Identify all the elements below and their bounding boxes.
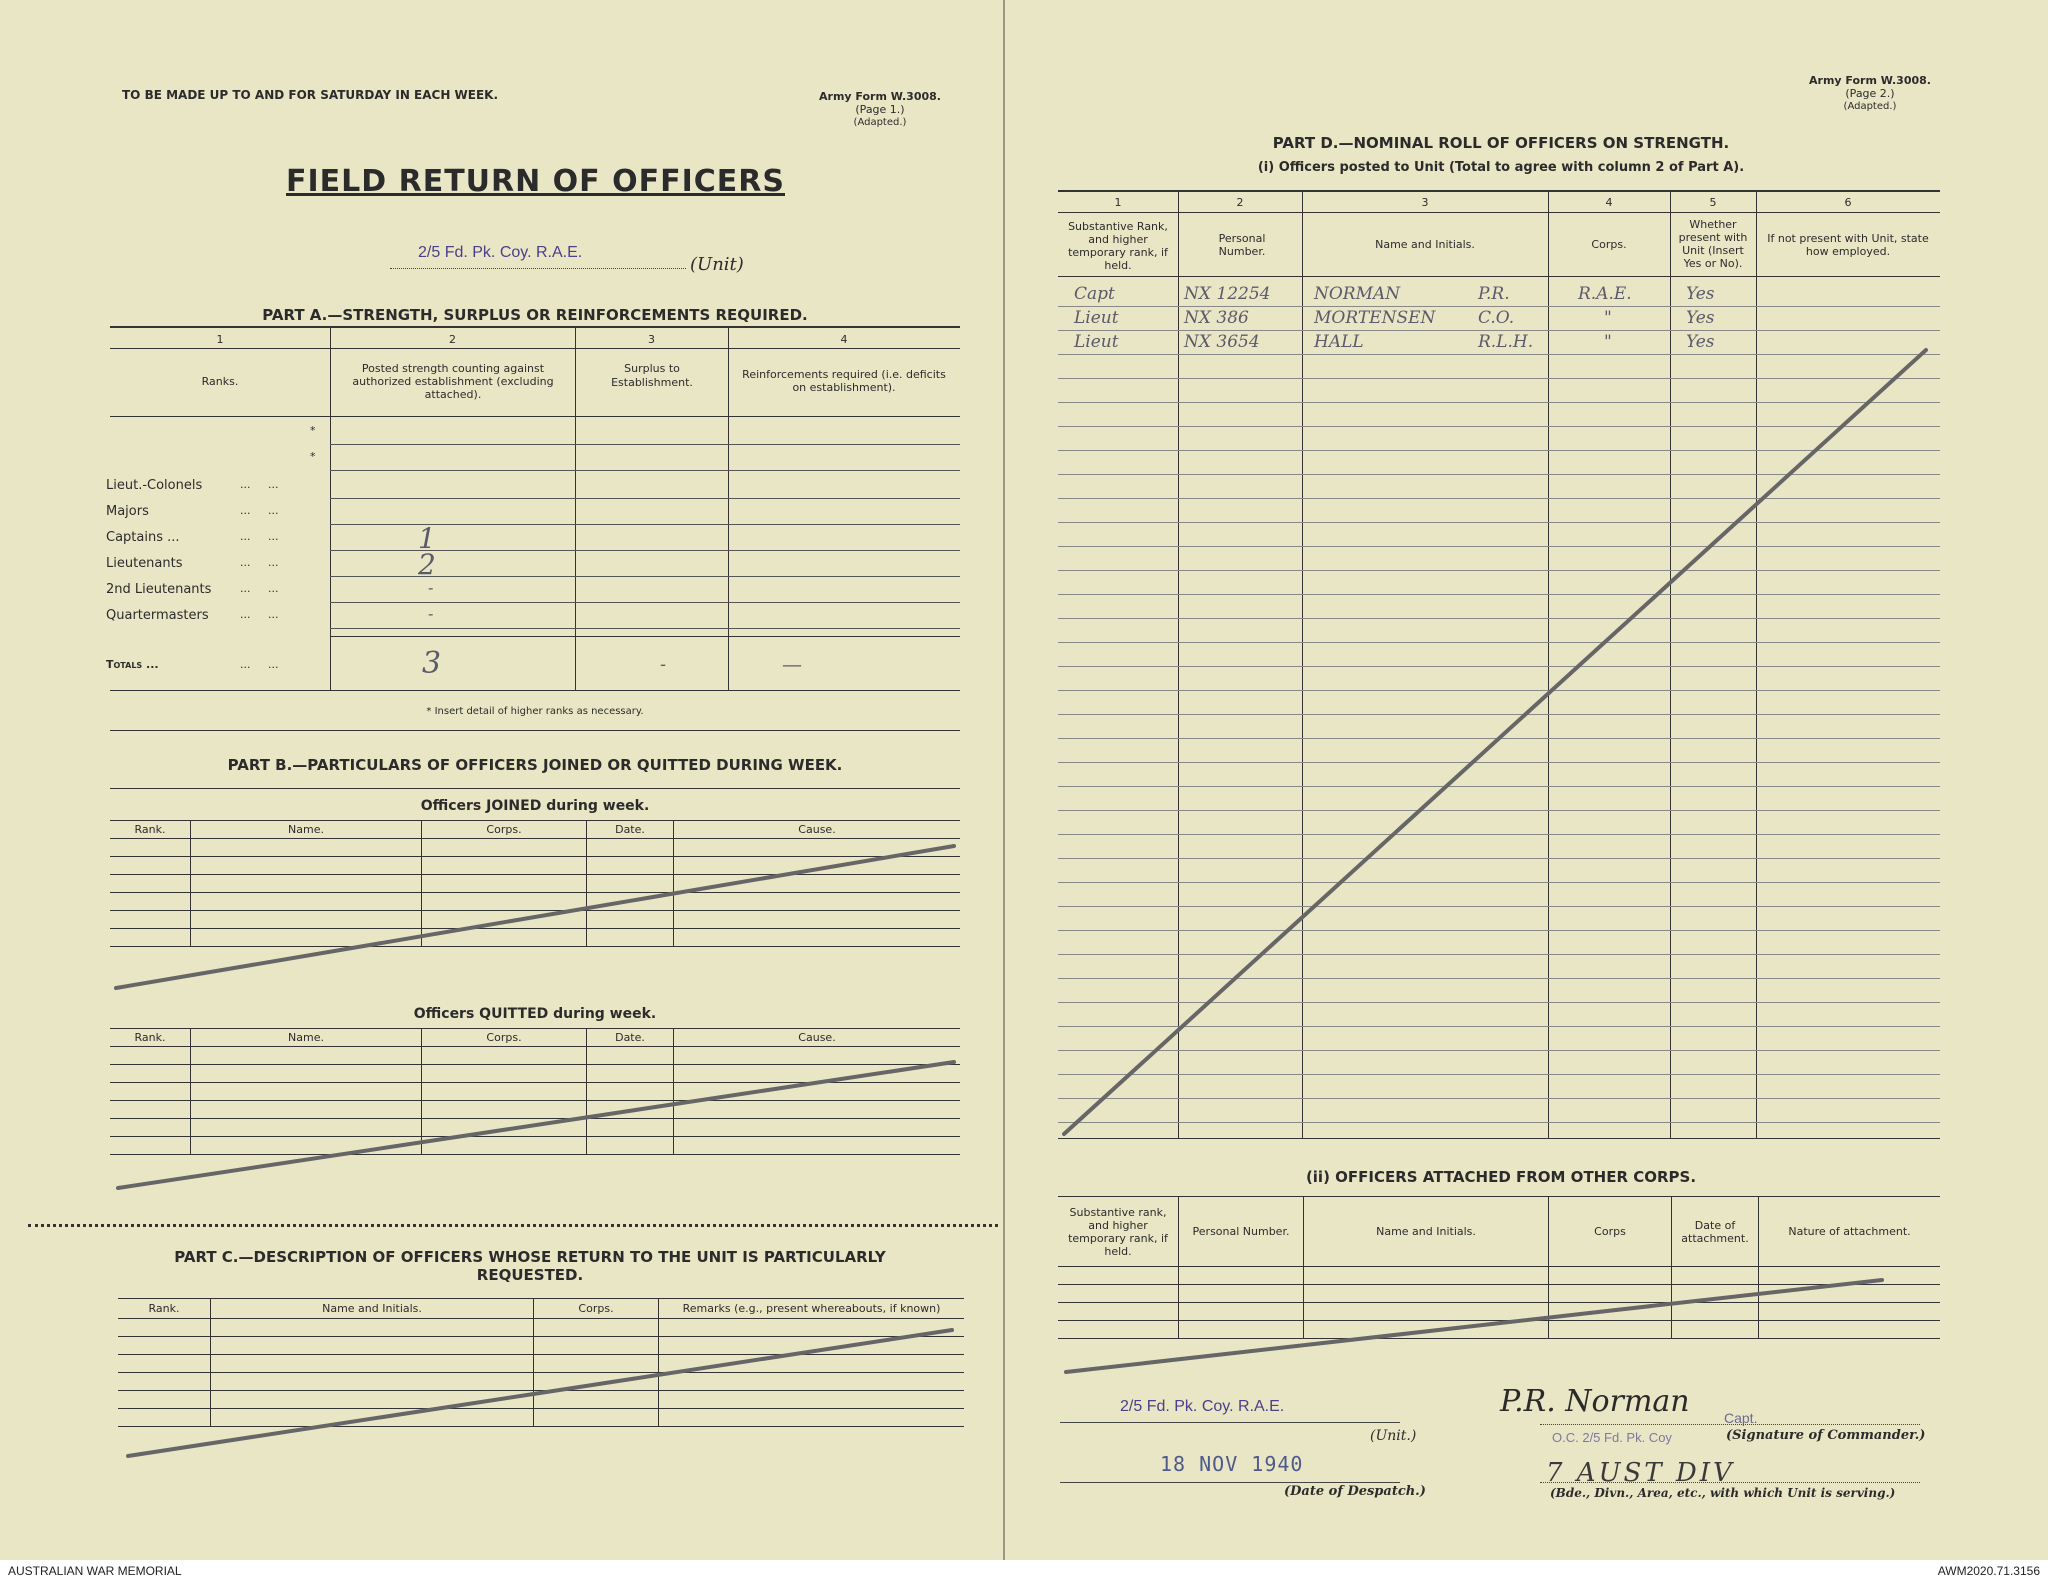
part-a-header-surplus: Surplus to Establishment.	[611, 362, 693, 389]
rank-label: 2nd Lieutenants	[106, 582, 212, 597]
col-header: Remarks (e.g., present whereabouts, if known)	[659, 1299, 965, 1319]
col-header: Cause.	[674, 1029, 961, 1047]
part-a-header-reinf: Reinforcements required (i.e. deficits on establishment).	[742, 368, 946, 394]
totals-surplus: -	[660, 654, 667, 675]
joined-heading: Officers JOINED during week.	[420, 798, 650, 814]
form-id: Army Form W.3008.	[1809, 74, 1931, 87]
form-id: Army Form W.3008.	[819, 90, 941, 103]
part-a-header-ranks: Ranks.	[201, 375, 239, 388]
part-b-heading: PART B.—PARTICULARS OF OFFICERS JOINED OR QUITTED DURING WEEK.	[227, 756, 843, 774]
part-d-colnum: 1	[1114, 196, 1122, 209]
division-value: 7 AUST DIV	[1546, 1458, 1735, 1488]
part-d-header-employed: If not present with Unit, state how employed.	[1767, 232, 1929, 258]
col-header: Nature of attachment.	[1759, 1197, 1941, 1267]
part-a-colnum-3: 3	[648, 333, 655, 346]
officer-present: Yes	[1686, 284, 1715, 304]
part-d-colnum: 6	[1844, 196, 1852, 209]
officer-initials: P.R.	[1478, 284, 1510, 304]
officer-initials: R.L.H.	[1478, 332, 1534, 352]
col-header: Personal Number.	[1179, 1197, 1304, 1267]
part-d-header-name: Name and Initials.	[1375, 238, 1475, 251]
signoff-capt: Capt.	[1724, 1410, 1758, 1426]
rank-dots: ... ...	[240, 504, 279, 517]
col-header: Rank.	[118, 1299, 211, 1319]
form-page: (Page 1.)	[855, 103, 905, 116]
col-header: Corps.	[422, 821, 587, 839]
signoff-unit-label: (Unit.)	[1370, 1428, 1417, 1444]
rank-dots: *	[310, 424, 316, 437]
rank-label: Lieutenants	[106, 556, 183, 571]
officer-rank: Lieut	[1074, 308, 1119, 328]
officer-name: NORMAN	[1314, 284, 1401, 304]
col-header: Corps.	[534, 1299, 659, 1319]
col-header: Rank.	[110, 1029, 191, 1047]
signoff-division-label: (Bde., Divn., Area, etc., with which Unit is serving.)	[1550, 1486, 1896, 1500]
rank-label: Majors	[106, 504, 149, 519]
part-d-subheading: (i) Officers posted to Unit (Total to agree with column 2 of Part A).	[1257, 160, 1745, 175]
totals-label: Totals ...	[106, 658, 159, 671]
unit-label: (Unit)	[690, 254, 744, 275]
totals-posted: 3	[422, 646, 442, 681]
footer-right: AWM2020.71.3156	[1937, 1564, 2040, 1578]
date-of-despatch: 18 NOV 1940	[1160, 1452, 1304, 1476]
rank-dots: ... ...	[240, 582, 279, 595]
strike-attached	[1066, 1280, 1882, 1372]
col-header: Name.	[191, 1029, 422, 1047]
officer-number: NX 386	[1184, 308, 1249, 328]
officer-corps: "	[1604, 308, 1612, 328]
rank-dots: ... ...	[240, 608, 279, 621]
signoff-sig-label: (Signature of Commander.)	[1726, 1428, 1926, 1443]
officer-name: MORTENSEN	[1314, 308, 1436, 328]
part-a-header-posted: Posted strength counting against authorized establishment (excluding attached).	[352, 362, 554, 401]
posted-value: -	[428, 578, 434, 597]
col-header: Rank.	[110, 821, 191, 839]
rank-dots: *	[310, 450, 316, 463]
totals-dots: ... ...	[240, 658, 279, 671]
rank-dots: ... ...	[240, 478, 279, 491]
footer-left: AUSTRALIAN WAR MEMORIAL	[8, 1564, 182, 1578]
strike-quitted	[118, 1062, 954, 1188]
rank-label: Lieut.-Colonels	[106, 478, 203, 493]
part-d-colnum: 2	[1236, 196, 1244, 209]
strike-joined	[116, 846, 954, 988]
officer-corps: R.A.E.	[1578, 284, 1632, 304]
rank-label: Captains ...	[106, 530, 180, 545]
col-header: Corps.	[422, 1029, 587, 1047]
posted-value: -	[428, 604, 434, 623]
posted-value: 2	[418, 548, 436, 581]
rank-dots: ... ...	[240, 556, 279, 569]
strike-part-c	[128, 1330, 952, 1456]
part-d-colnum: 5	[1709, 196, 1717, 209]
instruction-text: TO BE MADE UP TO AND FOR SATURDAY IN EACH WEEK.	[122, 88, 499, 102]
part-a-colnum-4: 4	[840, 333, 848, 346]
signoff-date-label: (Date of Despatch.)	[1284, 1484, 1426, 1499]
part-a-colnum-1: 1	[216, 333, 224, 346]
officer-present: Yes	[1686, 332, 1715, 352]
part-d-header-corps: Corps.	[1591, 238, 1627, 251]
col-header: Name and Initials.	[1304, 1197, 1549, 1267]
officer-name: HALL	[1314, 332, 1364, 352]
signoff-unit-value: 2/5 Fd. Pk. Coy. R.A.E.	[1120, 1398, 1285, 1415]
part-a-colnum-2: 2	[449, 333, 456, 346]
form-adapted: (Adapted.)	[853, 117, 907, 128]
rank-dots: ... ...	[240, 530, 279, 543]
part-d-header-rank: Substantive Rank, and higher temporary rank, if held.	[1068, 220, 1168, 272]
form-page: (Page 2.)	[1845, 87, 1895, 100]
unit-value: 2/5 Fd. Pk. Coy. R.A.E.	[418, 244, 583, 261]
part-d-colnum: 4	[1605, 196, 1613, 209]
col-header: Name and Initials.	[211, 1299, 534, 1319]
oc-stamp: O.C. 2/5 Fd. Pk. Coy	[1552, 1430, 1672, 1445]
part-a-heading: PART A.—STRENGTH, SURPLUS OR REINFORCEMENTS REQUIRED.	[262, 306, 808, 324]
officer-number: NX 3654	[1184, 332, 1260, 352]
form-adapted: (Adapted.)	[1843, 101, 1897, 112]
col-header: Date.	[587, 821, 674, 839]
posted-value: 1	[418, 522, 436, 555]
part-d-header-present: Whether present with Unit (Insert Yes or No).	[1678, 218, 1748, 270]
col-header: Substantive rank, and higher temporary rank, if held.	[1058, 1197, 1179, 1267]
col-header: Date of attachment.	[1672, 1197, 1759, 1267]
quitted-heading: Officers QUITTED during week.	[413, 1006, 657, 1022]
commander-signature: P.R. Norman	[1500, 1384, 1690, 1419]
col-header: Date.	[587, 1029, 674, 1047]
col-header: Cause.	[674, 821, 961, 839]
col-header: Corps	[1549, 1197, 1672, 1267]
attached-heading: (ii) OFFICERS ATTACHED FROM OTHER CORPS.	[1305, 1168, 1697, 1186]
part-d-colnum: 3	[1421, 196, 1429, 209]
rank-label: Quartermasters	[106, 608, 209, 623]
officer-number: NX 12254	[1184, 284, 1271, 304]
officer-initials: C.O.	[1478, 308, 1515, 328]
officer-rank: Capt	[1074, 284, 1115, 304]
officer-present: Yes	[1686, 308, 1715, 328]
part-d-header-number: Personal Number.	[1218, 232, 1266, 258]
col-header: Name.	[191, 821, 422, 839]
part-a-footnote: * Insert detail of higher ranks as necessary.	[426, 706, 644, 717]
totals-reinf: —	[782, 652, 802, 676]
officer-corps: "	[1604, 332, 1612, 352]
page-title: FIELD RETURN OF OFFICERS	[286, 164, 785, 199]
part-c-heading: PART C.—DESCRIPTION OF OFFICERS WHOSE RETURN TO THE UNIT IS PARTICULARLY REQUESTED.	[174, 1248, 886, 1284]
part-d-heading: PART D.—NOMINAL ROLL OF OFFICERS ON STRENGTH.	[1272, 134, 1730, 152]
strike-part-d	[1064, 350, 1926, 1134]
officer-rank: Lieut	[1074, 332, 1119, 352]
